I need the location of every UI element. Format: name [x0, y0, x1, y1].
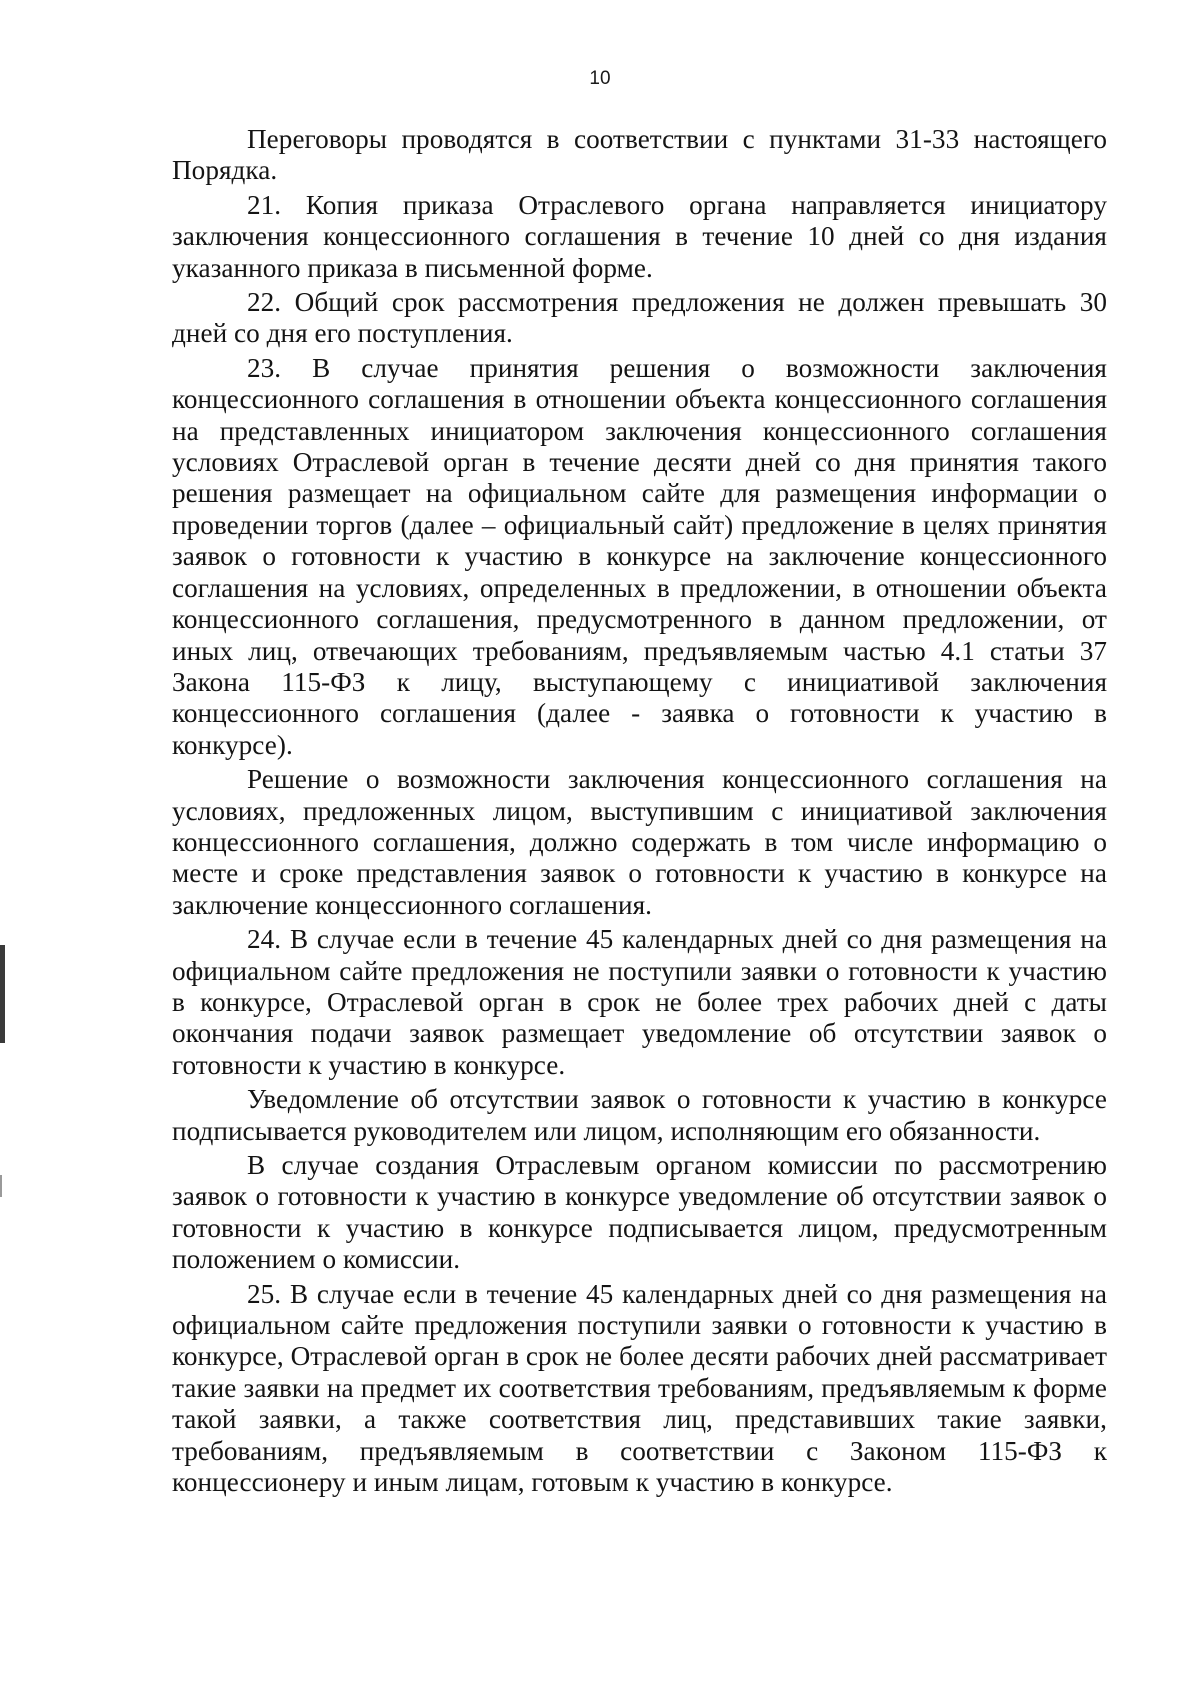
- document-body: [172, 124, 1107, 1498]
- paragraph-decision: Решение о возможности заключения концессионного соглашения на условиях, предложенных лицом, выступившим с инициативой заключения концессионного соглашения, должно содержать в том числе информацию о месте и сроке представления заявок о готовности к участию в конкурсе на заключение концессионного соглашения.: [172, 764, 1107, 920]
- paragraph-notice-signature: Уведомление об отсутствии заявок о готовности к участию в конкурсе подписывается руководителем или лицом, исполняющим его обязанности.: [172, 1084, 1107, 1146]
- paragraph-negotiations: Переговоры проводятся в соответствии с пунктами 31-33 настоящего Порядка.: [172, 124, 1107, 186]
- scan-margin-mark: [0, 945, 5, 1043]
- paragraph-item-21: 21. Копия приказа Отраслевого органа направляется инициатору заключения концессионного соглашения в течение 10 дней со дня издания указанного приказа в письменной форме.: [172, 189, 1107, 283]
- paragraph-commission: В случае создания Отраслевым органом комиссии по рассмотрению заявок о готовности к участию в конкурсе уведомление об отсутствии заявок о готовности к участию в конкурсе подписывается лицом, предусмотренным положением о комиссии.: [172, 1150, 1107, 1275]
- paragraph-item-24: 24. В случае если в течение 45 календарных дней со дня размещения на официальном сайте предложения не поступили заявки о готовности к участию в конкурсе, Отраслевой орган в срок не более трех рабочих дней с даты окончания подачи заявок размещает уведомление об отсутствии заявок о готовности к участию в конкурсе.: [172, 924, 1107, 1080]
- page-number: 10: [589, 68, 611, 89]
- scan-margin-tick: [0, 1175, 2, 1197]
- paragraph-item-25: 25. В случае если в течение 45 календарных дней со дня размещения на официальном сайте предложения поступили заявки о готовности к участию в конкурсе, Отраслевой орган в срок не более десяти рабочих дней рассматривает такие заявки на предмет их соответствия требованиям, предъявляемым к форме такой заявки, а также соответствия лиц, представивших такие заявки, требованиям, предъявляемым в соответствии с Законом 115-ФЗ к концессионеру и иным лицам, готовым к участию в конкурсе.: [172, 1278, 1107, 1498]
- paragraph-item-23: 23. В случае принятия решения о возможности заключения концессионного соглашения в отношении объекта концессионного соглашения на представленных инициатором заключения концессионного соглашения условиях Отраслевой орган в течение десяти дней со дня принятия такого решения размещает на официальном сайте для размещения информации о проведении торгов (далее – официальный сайт) предложение в целях принятия заявок о готовности к участию в конкурсе на заключение концессионного соглашения на условиях, определенных в предложении, в отношении объекта концессионного соглашения, предусмотренного в данном предложении, от иных лиц, отвечающих требованиям, предъявляемым частью 4.1 статьи 37 Закона 115-ФЗ к лицу, выступающему с инициативой заключения концессионного соглашения (далее - заявка о готовности к участию в конкурсе).: [172, 352, 1107, 760]
- paragraph-item-22: 22. Общий срок рассмотрения предложения не должен превышать 30 дней со дня его поступления.: [172, 287, 1107, 349]
